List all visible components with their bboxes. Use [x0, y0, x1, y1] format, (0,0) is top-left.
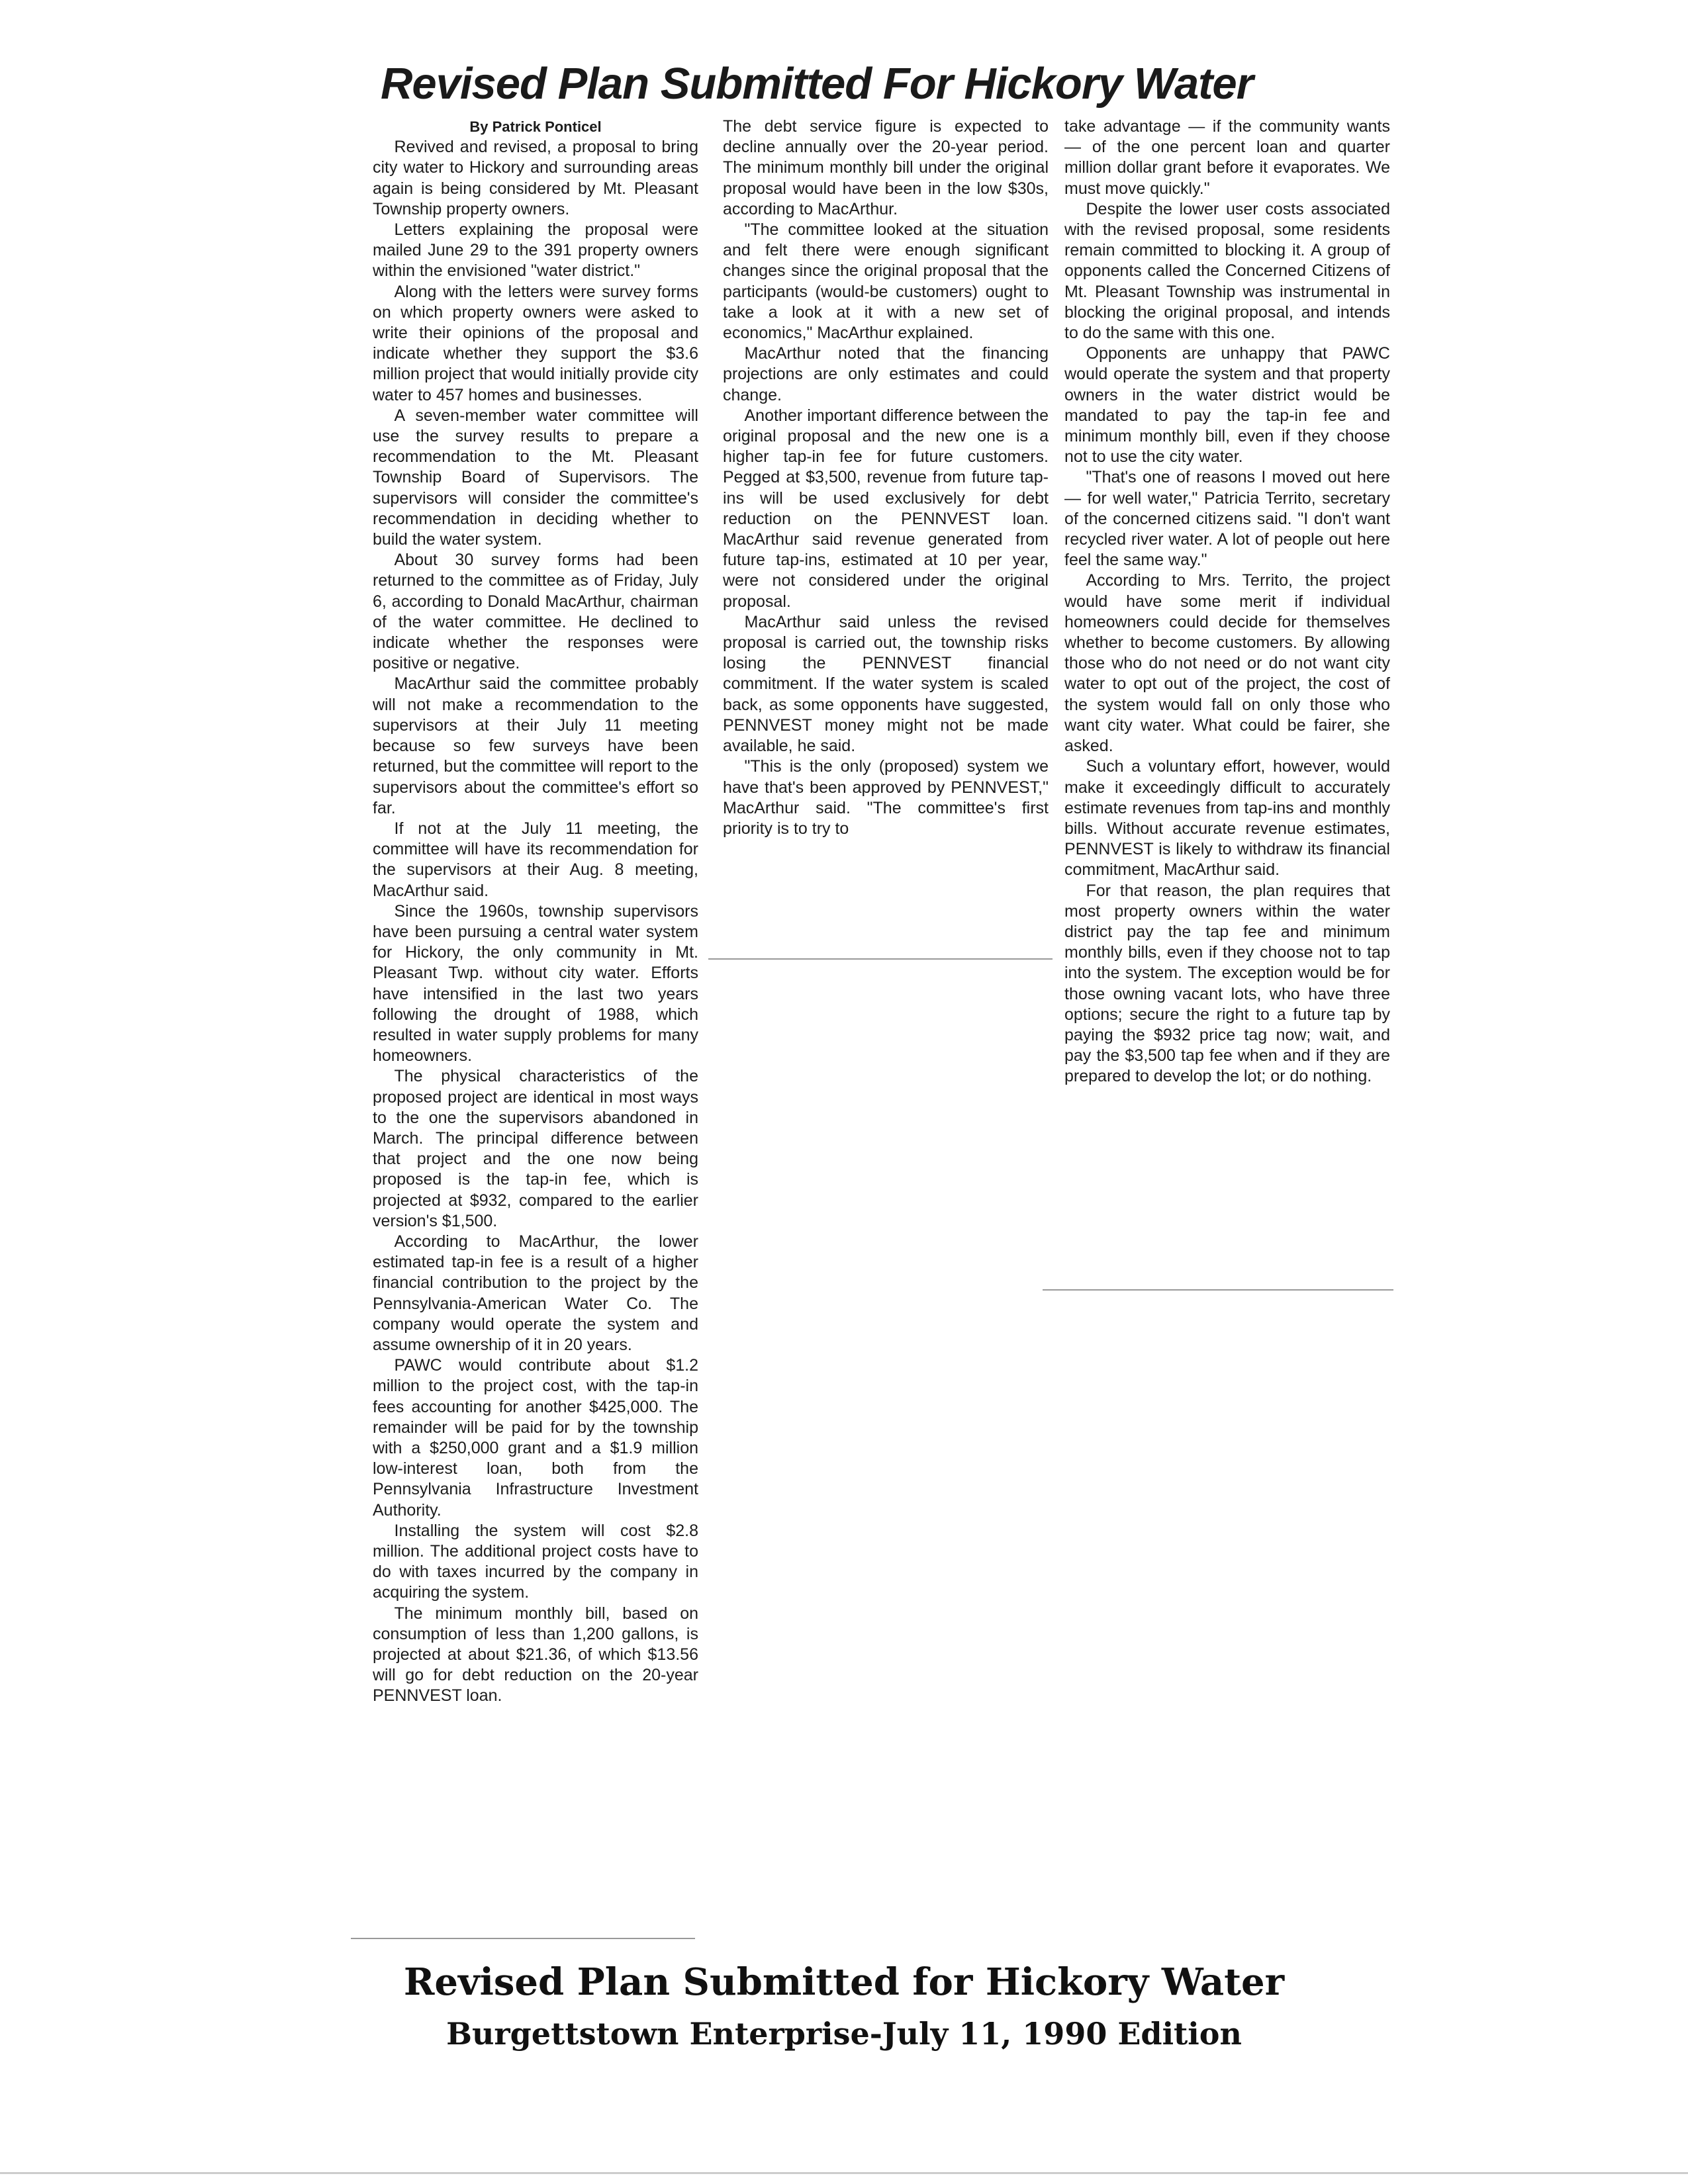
paragraph: MacArthur said the committee probably will not make a recommendation to the supervisors at their July 11 meeting because so few surveys have been returned, but the committee will report to the supervisors about the committee's effort so far.	[373, 674, 698, 817]
scan-bottom-edge	[0, 2172, 1688, 2174]
paragraph: PAWC would contribute about $1.2 million to the project cost, with the tap-in fees accounting for another $425,000. The remainder will be paid for by the township with a $250,000 grant and a $1.9 million low-interest loan, both from the Pennsylvania Infrastructure Investment Authority.	[373, 1356, 698, 1520]
paragraph: According to MacArthur, the lower estimated tap-in fee is a result of a higher financial contribution to the project by the Pennsylvania-American Water Co. The company would operate the system and assume ownership of it in 20 years.	[373, 1232, 698, 1354]
paragraph: For that reason, the plan requires that most property owners within the water district pay the tap fee and minimum monthly bills, even if they choose not to tap into the system. The exception would be for those owning vacant lots, who have three options; secure the right to a future tap by paying the $932 price tag now; wait, and pay the $3,500 tap fee when and if they are prepared to develop the lot; or do nothing.	[1064, 881, 1390, 1086]
paragraph: Along with the letters were survey forms on which property owners were asked to write their opinions of the proposal and indicate whether they support the $3.6 million project that would initially provide city water to 457 homes and businesses.	[373, 282, 698, 404]
article-column-1	[373, 116, 698, 1707]
paragraph: Since the 1960s, township supervisors have been pursuing a central water system for Hickory, the only community in Mt. Pleasant Twp. without city water. Efforts have intensified in the last two years following the drought of 1988, which resulted in water supply problems for many homeowners.	[373, 901, 698, 1066]
paragraph: MacArthur noted that the financing projections are only estimates and could change.	[723, 344, 1049, 404]
paragraph: Such a voluntary effort, however, would make it exceedingly difficult to accurately estimate revenues from tap-ins and monthly bills. Without accurate revenue estimates, PENNVEST is likely to withdraw its financial commitment, MacArthur said.	[1064, 757, 1390, 880]
paragraph: Revived and revised, a proposal to bring city water to Hickory and surrounding areas again is being considered by Mt. Pleasant Township property owners.	[373, 138, 698, 218]
caption-title: Revised Plan Submitted for Hickory Water	[403, 1960, 1285, 2004]
column-end-rule	[1043, 1289, 1393, 1291]
paragraph: According to Mrs. Territo, the project would have some merit if individual homeowners could decide for themselves whether to become customers. By allowing those who do not need or do not want city water to opt out of the project, the cost of the system would fall on only those who want city water. What could be fairer, she asked.	[1064, 571, 1390, 756]
column-end-rule	[708, 958, 1053, 960]
paragraph: Installing the system will cost $2.8 million. The additional project costs have to do with taxes incurred by the company in acquiring the system.	[373, 1521, 698, 1602]
paragraph: Despite the lower user costs associated with the revised proposal, some residents remain committed to blocking it. A group of opponents called the Concerned Citizens of Mt. Pleasant Township was instrumental in blocking the original proposal, and intends to do the same with this one.	[1064, 199, 1390, 343]
caption-source: Burgettstown Enterprise-July 11, 1990 Edition	[446, 2016, 1242, 2052]
column-end-rule	[351, 1938, 695, 1939]
paragraph: About 30 survey forms had been returned to the committee as of Friday, July 6, according to Donald MacArthur, chairman of the water committee. He declined to indicate whether the responses were positive or negative.	[373, 551, 698, 673]
paragraph: The debt service figure is expected to decline annually over the 20-year period. The minimum monthly bill under the original proposal would have been in the low $30s, according to MacArthur.	[723, 117, 1049, 218]
paragraph: MacArthur said unless the revised proposal is carried out, the township risks losing the PENNVEST financial commitment. If the water system is scaled back, as some opponents have suggested, PENNVEST money might not be made available, he said.	[723, 612, 1049, 756]
article-headline: Revised Plan Submitted For Hickory Water	[381, 59, 1253, 109]
paragraph: The minimum monthly bill, based on consumption of less than 1,200 gallons, is projected at about $21.36, of which $13.56 will go for debt reduction on the 20-year PENNVEST loan.	[373, 1604, 698, 1706]
article-column-3	[1064, 116, 1390, 1087]
paragraph: If not at the July 11 meeting, the committee will have its recommendation for the supervisors at their Aug. 8 meeting, MacArthur said.	[373, 819, 698, 900]
paragraph: "The committee looked at the situation and felt there were enough significant changes since the original proposal that the participants (would-be customers) ought to take a look at it with a new set of economics," MacArthur explained.	[723, 220, 1049, 343]
paragraph: "That's one of reasons I moved out here — for well water," Patricia Territo, secretary of the concerned citizens said. "I don't want recycled river water. A lot of people out here feel the same way."	[1064, 468, 1390, 570]
paragraph: A seven-member water committee will use the survey results to prepare a recommendation to the Mt. Pleasant Township Board of Supervisors. The supervisors will consider the committee's recommendation in deciding whether to build the water system.	[373, 406, 698, 549]
paragraph: The physical characteristics of the proposed project are identical in most ways to the one the supervisors abandoned in March. The principal difference between that project and the one now being proposed is the tap-in fee, which is projected at $932, compared to the earlier version's $1,500.	[373, 1067, 698, 1230]
paragraph: "This is the only (proposed) system we have that's been approved by PENNVEST," MacArthur said. "The committee's first priority is to try to	[723, 757, 1049, 838]
paragraph: Letters explaining the proposal were mailed June 29 to the 391 property owners within the envisioned "water district."	[373, 220, 698, 281]
article-column-2	[723, 116, 1049, 839]
paragraph: Another important difference between the original proposal and the new one is a higher tap-in fee for future customers. Pegged at $3,500, revenue from future tap-ins will be used exclusively for debt reduction on the PENNVEST loan. MacArthur said revenue generated from future tap-ins, estimated at 10 per year, were not considered under the original proposal.	[723, 406, 1049, 611]
byline: By Patrick Ponticel	[469, 118, 602, 135]
paragraph: take advantage — if the community wants — of the one percent loan and quarter million dollar grant before it evaporates. We must move quickly."	[1064, 117, 1390, 198]
paragraph: Opponents are unhappy that PAWC would operate the system and that property owners in the water district would be mandated to pay the tap-in fee and minimum monthly bill, even if they choose not to use the city water.	[1064, 344, 1390, 467]
